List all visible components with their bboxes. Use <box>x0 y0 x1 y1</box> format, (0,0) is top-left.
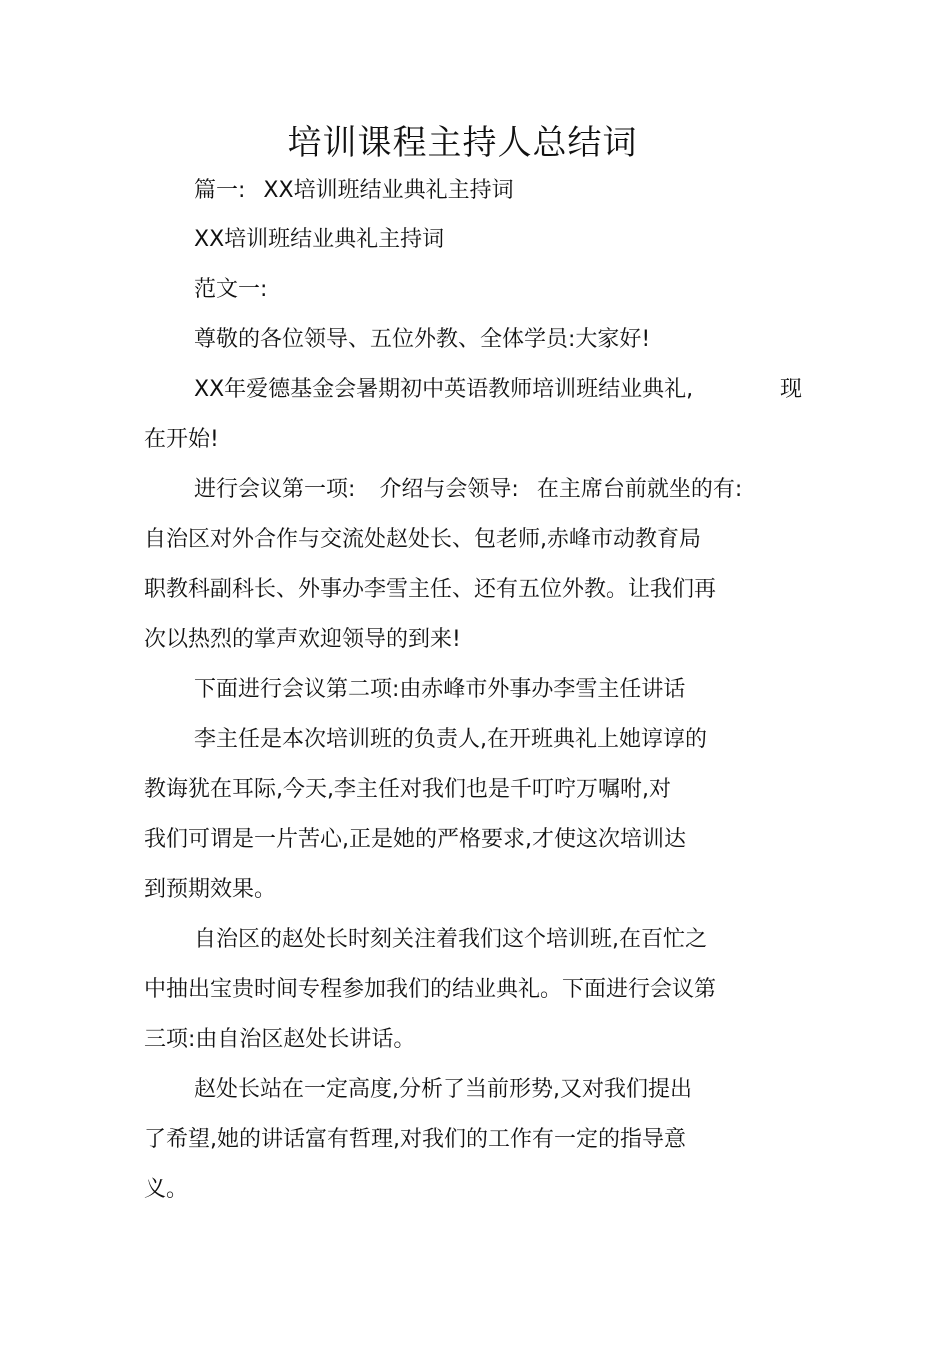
paragraph-line: 职教科副科长、外事办李雪主任、还有五位外教。让我们再 <box>144 577 717 602</box>
agenda-item-label: 进行会议第一项: <box>194 477 356 502</box>
paragraph-line <box>194 474 742 506</box>
paragraph-line: 自治区对外合作与交流处赵处长、包老师,赤峰市动教育局 <box>144 527 701 552</box>
document-title: 培训课程主持人总结词 <box>287 123 638 163</box>
paragraph-line: 尊敬的各位领导、五位外教、全体学员:大家好! <box>194 327 651 352</box>
heading-part-one <box>194 175 514 207</box>
part-label: 篇一: <box>194 178 246 203</box>
part-heading: XX培训班结业典礼主持词 <box>263 178 514 203</box>
paragraph-line: 到预期效果。 <box>144 877 277 902</box>
agenda-item-text: 在主席台前就坐的有: <box>536 477 743 502</box>
paragraph-line: 赵处长站在一定高度,分析了当前形势,又对我们提出 <box>194 1077 692 1102</box>
paragraph-line: 自治区的赵处长时刻关注着我们这个培训班,在百忙之 <box>194 927 707 952</box>
paragraph-line: 李主任是本次培训班的负责人,在开班典礼上她谆谆的 <box>194 727 707 752</box>
paragraph-line: 范文一: <box>194 277 268 302</box>
paragraph-line: 我们可谓是一片苦心,正是她的严格要求,才使这次培训达 <box>144 827 686 852</box>
paragraph-line: 义。 <box>144 1177 189 1202</box>
paragraph-line: 教诲犹在耳际,今天,李主任对我们也是千叮咛万嘱咐,对 <box>144 777 671 802</box>
paragraph-line: 在开始! <box>144 427 219 452</box>
paragraph-line: 中抽出宝贵时间专程参加我们的结业典礼。下面进行会议第 <box>144 977 717 1002</box>
paragraph-line: 次以热烈的掌声欢迎领导的到来! <box>144 627 461 652</box>
paragraph-line: 下面进行会议第二项:由赤峰市外事办李雪主任讲话 <box>194 677 686 702</box>
paragraph-line: 三项:由自治区赵处长讲话。 <box>144 1027 416 1052</box>
paragraph-line: 了希望,她的讲话富有哲理,对我们的工作有一定的指导意 <box>144 1127 686 1152</box>
line-text: XX年爱德基金会暑期初中英语教师培训班结业典礼, <box>194 377 694 402</box>
paragraph-line: XX培训班结业典礼主持词 <box>194 227 445 252</box>
paragraph-line <box>194 374 834 406</box>
agenda-item-title: 介绍与会领导: <box>379 477 519 502</box>
line-text-end: 现 <box>780 377 803 402</box>
